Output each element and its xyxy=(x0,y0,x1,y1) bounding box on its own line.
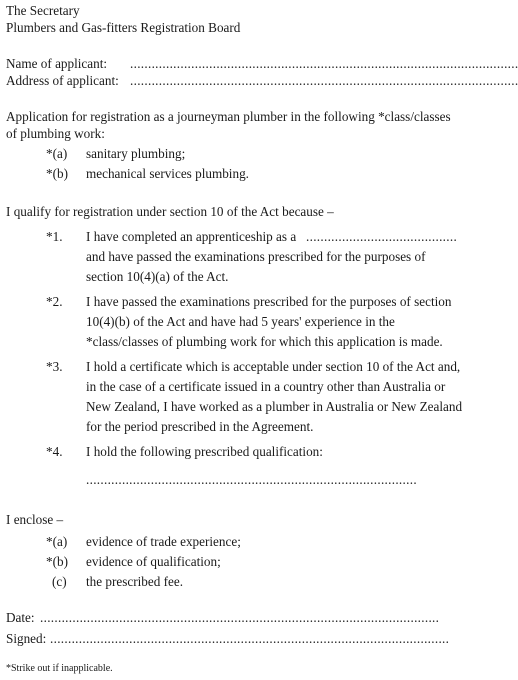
enclose-item: the prescribed fee. xyxy=(86,574,184,589)
class-item: mechanical services plumbing. xyxy=(86,166,249,181)
qualify-intro: I qualify for registration under section 10 of the Act because – xyxy=(6,204,334,219)
recipient-title: The Secretary xyxy=(6,3,80,18)
applicant-name-field[interactable]: ............................................................................................................ xyxy=(130,56,518,71)
enclose-marker: (c) xyxy=(52,574,67,589)
applicant-address-label: Address of applicant: xyxy=(6,73,119,88)
date-label: Date: xyxy=(6,610,35,625)
application-intro: Application for registration as a journeyman plumber in the following *class/classes xyxy=(6,109,451,124)
enclose-item: evidence of trade experience; xyxy=(86,534,241,549)
enclose-intro: I enclose – xyxy=(6,512,64,527)
enclose-item: evidence of qualification; xyxy=(86,554,221,569)
reason-text: I hold a certificate which is acceptable under section 10 of the Act and, xyxy=(86,359,461,374)
reason-marker: *1. xyxy=(46,229,63,244)
reason-text: for the period prescribed in the Agreement. xyxy=(86,419,314,434)
recipient-board: Plumbers and Gas-fitters Registration Board xyxy=(6,20,241,35)
reason-marker: *3. xyxy=(46,359,63,374)
reason-text: section 10(4)(a) of the Act. xyxy=(86,269,229,284)
reason-text: *class/classes of plumbing work for which this application is made. xyxy=(86,334,443,349)
enclose-marker: *(a) xyxy=(46,534,68,549)
class-item: sanitary plumbing; xyxy=(86,146,186,161)
reason-text: I have completed an apprenticeship as a xyxy=(86,229,297,244)
reason-text: New Zealand, I have worked as a plumber in Australia or New Zealand xyxy=(86,399,463,414)
class-marker: *(a) xyxy=(46,146,68,161)
reason-text: I hold the following prescribed qualification: xyxy=(86,444,323,459)
enclose-marker: *(b) xyxy=(46,554,68,569)
signed-label: Signed: xyxy=(6,631,47,646)
applicant-address-field[interactable]: ............................................................................................................ xyxy=(130,73,518,88)
class-marker: *(b) xyxy=(46,166,68,181)
reason-text: and have passed the examinations prescribed for the purposes of xyxy=(86,249,426,264)
application-intro-cont: of plumbing work: xyxy=(6,126,105,141)
qualification-field[interactable]: ............................................................................................ xyxy=(86,472,417,487)
apprenticeship-field[interactable]: .......................................... xyxy=(306,229,458,244)
applicant-name-label: Name of applicant: xyxy=(6,56,108,71)
reason-text: I have passed the examinations prescribed for the purposes of section xyxy=(86,294,452,309)
reason-text: in the case of a certificate issued in a country other than Australia or xyxy=(86,379,446,394)
reason-marker: *4. xyxy=(46,444,63,459)
reason-marker: *2. xyxy=(46,294,63,309)
reason-text: 10(4)(b) of the Act and have had 5 years' experience in the xyxy=(86,314,395,329)
date-field[interactable]: ............................................................................................................... xyxy=(40,610,440,625)
signature-field[interactable]: ............................................................................................................... xyxy=(50,631,450,646)
footnote: *Strike out if inapplicable. xyxy=(6,663,113,674)
